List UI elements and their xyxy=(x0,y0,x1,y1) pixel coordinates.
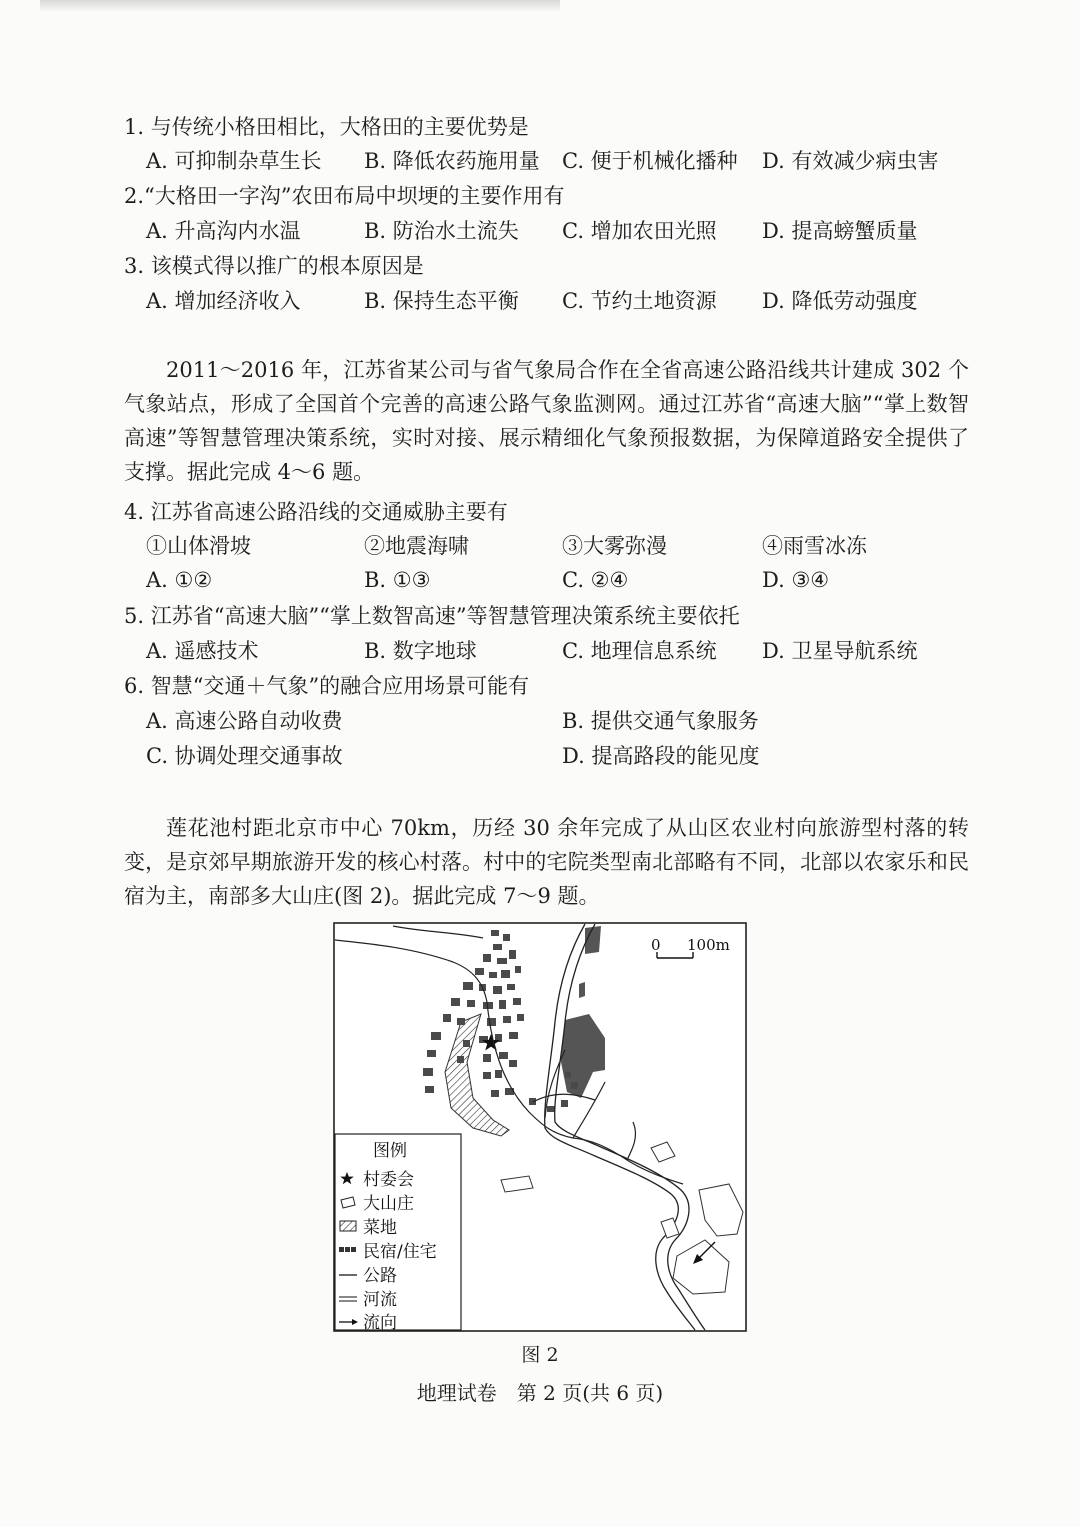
question-6-stem: 6. 智慧“交通＋气象”的融合应用场景可能有 xyxy=(124,674,530,698)
question-4-item-2: ②地震海啸 xyxy=(364,534,469,558)
passage-highway-weather: 2011～2016 年，江苏省某公司与省气象局合作在全省高速公路沿线共计建成 302 个气象站点，形成了全国首个完善的高速公路气象监测网。通过江苏省“高速大脑”“掌上数智高速”等智慧管理决策系统，实时对接、展示精细化气象预报数据，为保障道路安全提供了支撑。据此完成 4～6 题。 xyxy=(124,358,969,484)
question-4-stem: 4. 江苏省高速公路沿线的交通威胁主要有 xyxy=(124,500,508,524)
svg-text:河流: 河流 xyxy=(363,1290,397,1310)
question-4-item-1: ①山体滑坡 xyxy=(146,534,251,558)
question-1-option-d: D. 有效减少病虫害 xyxy=(762,149,939,173)
question-4-option-d: D. ③④ xyxy=(762,568,830,592)
question-6-option-d: D. 提高路段的能见度 xyxy=(562,744,760,768)
question-3-option-d: D. 降低劳动强度 xyxy=(762,289,918,313)
question-2-option-d: D. 提高螃蟹质量 xyxy=(762,219,918,243)
question-2-option-c: C. 增加农田光照 xyxy=(562,219,717,243)
question-5-option-b: B. 数字地球 xyxy=(364,639,477,663)
map-legend xyxy=(335,1134,461,1332)
question-6-option-a: A. 高速公路自动收费 xyxy=(146,709,343,733)
svg-text:公路: 公路 xyxy=(363,1266,397,1286)
question-5-option-d: D. 卫星导航系统 xyxy=(762,639,918,663)
villa-block xyxy=(579,982,585,998)
passage-lianhuachi-village: 莲花池村距北京市中心 70km，历经 30 余年完成了从山区农业村向旅游型村落的转变，是京郊早期旅游开发的核心村落。村中的宅院类型南北部略有不同，北部以农家乐和民宿为主，南部多大山庄(图 2)。据此完成 7～9 题。 xyxy=(124,816,969,908)
scale-distance-label: 100m xyxy=(687,936,730,954)
question-3-option-b: B. 保持生态平衡 xyxy=(364,289,519,313)
legend-title: 图例 xyxy=(373,1141,407,1161)
question-4-option-c: C. ②④ xyxy=(562,568,629,592)
residence-blocks-icon xyxy=(339,1247,356,1252)
question-6-option-c: C. 协调处理交通事故 xyxy=(146,744,343,768)
question-3-stem: 3. 该模式得以推广的根本原因是 xyxy=(124,254,424,278)
question-1-option-c: C. 便于机械化播种 xyxy=(562,149,738,173)
svg-text:大山庄: 大山庄 xyxy=(363,1194,414,1214)
question-2-stem: 2.“大格田一字沟”农田布局中坝埂的主要作用有 xyxy=(124,184,565,208)
scan-edge-smudge xyxy=(40,0,560,12)
question-2-option-a: A. 升高沟内水温 xyxy=(146,219,301,243)
question-5-option-c: C. 地理信息系统 xyxy=(562,639,717,663)
question-1-option-a: A. 可抑制杂草生长 xyxy=(146,149,322,173)
question-4-item-3: ③大雾弥漫 xyxy=(562,534,667,558)
scale-zero-label: 0 xyxy=(651,936,661,954)
hatch-icon xyxy=(340,1221,356,1231)
figure-caption: 图 2 xyxy=(521,1344,559,1366)
question-2-option-b: B. 防治水土流失 xyxy=(364,219,519,243)
question-4-option-b: B. ①③ xyxy=(364,568,431,592)
svg-text:村委会: 村委会 xyxy=(363,1170,414,1190)
question-4-option-a: A. ①② xyxy=(146,568,213,592)
question-3-option-a: A. 增加经济收入 xyxy=(146,289,301,313)
village-map-figure xyxy=(333,922,747,1332)
page-footer: 地理试卷 第 2 页(共 6 页) xyxy=(416,1381,664,1405)
svg-text:流向: 流向 xyxy=(363,1313,397,1332)
question-5-stem: 5. 江苏省“高速大脑”“掌上数智高速”等智慧管理决策系统主要依托 xyxy=(124,604,740,628)
question-1-option-b: B. 降低农药施用量 xyxy=(364,149,540,173)
question-5-option-a: A. 遥感技术 xyxy=(146,639,259,663)
question-6-option-b: B. 提供交通气象服务 xyxy=(562,709,759,733)
question-1-stem: 1. 与传统小格田相比，大格田的主要优势是 xyxy=(124,115,529,139)
question-4-item-4: ④雨雪冰冻 xyxy=(762,534,867,558)
question-3-option-c: C. 节约土地资源 xyxy=(562,289,717,313)
svg-text:民宿/住宅: 民宿/住宅 xyxy=(363,1242,437,1262)
svg-text:菜地: 菜地 xyxy=(363,1218,397,1238)
